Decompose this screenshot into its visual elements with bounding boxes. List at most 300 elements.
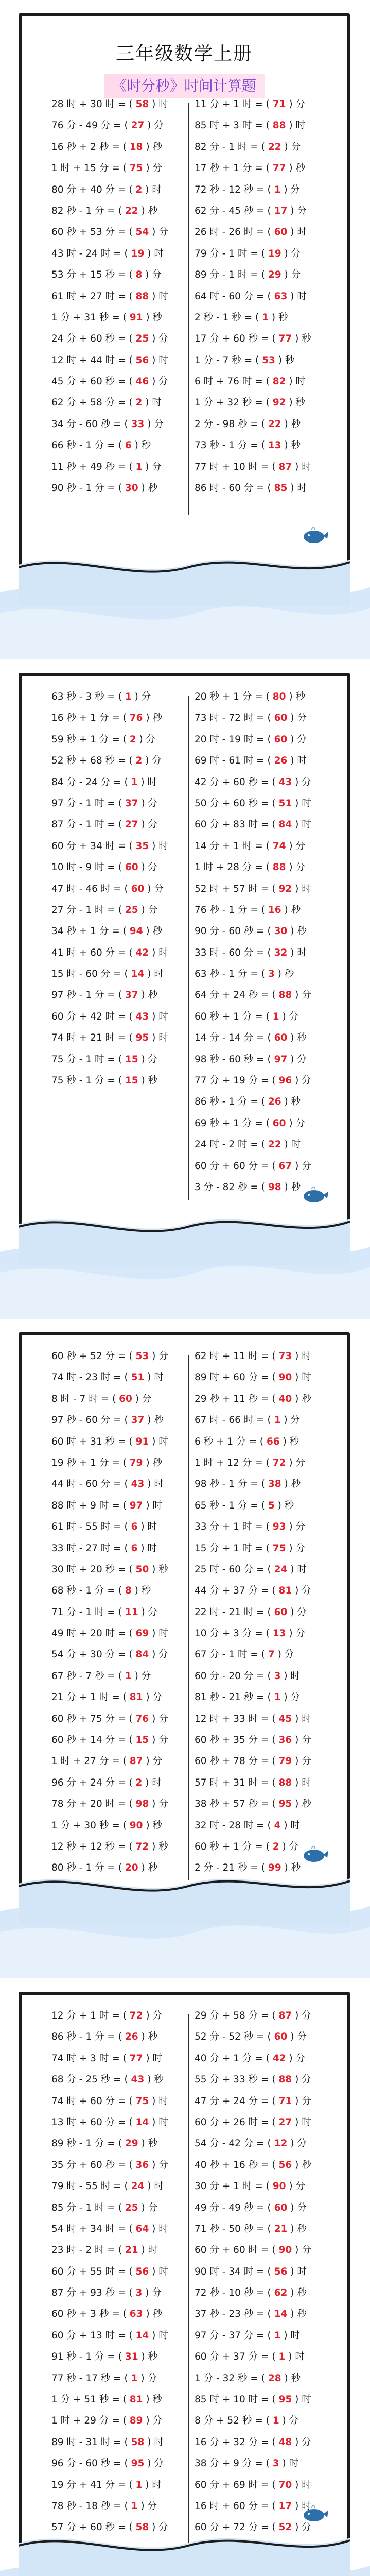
problem-unit: 分	[152, 1756, 162, 1767]
problem-answer: 26	[274, 755, 288, 767]
paren-close: )	[287, 713, 297, 724]
problem-unit: 分	[297, 2138, 307, 2149]
problem-row	[51, 2005, 185, 2026]
problem-row	[195, 2389, 328, 2410]
paren-open: (	[267, 2266, 274, 2277]
paren-close: )	[137, 2372, 148, 2384]
paren-close: )	[287, 734, 297, 745]
problem-unit: 时	[147, 776, 157, 788]
problem-question: 60 秒 + 14 分 =	[51, 1735, 129, 1746]
problem-answer: 30	[125, 483, 138, 494]
paren-open: (	[129, 2223, 136, 2234]
problem-answer: 12	[274, 2138, 288, 2149]
problem-question: 62 分 + 58 分 =	[51, 397, 129, 409]
problem-row	[195, 814, 328, 835]
paren-close: )	[138, 483, 148, 494]
paren-open: (	[118, 819, 125, 831]
problem-column-left	[51, 686, 185, 1091]
paren-close: )	[292, 1351, 302, 1362]
problem-question: 60 分 + 55 时 =	[51, 2266, 129, 2277]
problem-question: 59 秒 + 1 分 =	[51, 734, 123, 745]
paren-close: )	[142, 2287, 152, 2299]
problem-question: 60 分 + 83 时 =	[195, 819, 272, 831]
paren-close: )	[149, 1649, 159, 1660]
problem-question: 69 时 - 61 时 =	[195, 755, 268, 767]
paren-open: (	[118, 2202, 125, 2213]
problem-row	[51, 371, 185, 392]
problem-answer: 13	[268, 440, 281, 451]
problem-row	[51, 2368, 185, 2389]
problem-answer: 4	[274, 1820, 281, 1831]
problem-unit: 秒	[152, 2309, 162, 2320]
paren-close: )	[143, 1756, 153, 1767]
paren-close: )	[292, 2116, 302, 2128]
problem-unit: 秒	[295, 163, 305, 174]
problem-row	[195, 1473, 328, 1495]
paren-open: (	[118, 2351, 125, 2363]
problem-answer: 98	[268, 1181, 281, 1193]
paren-close: )	[143, 2010, 153, 2021]
problem-question: 72 秒 - 12 秒 =	[195, 184, 268, 195]
paren-close: )	[274, 1500, 285, 1511]
paren-open: (	[272, 1372, 279, 1383]
paren-open: (	[118, 205, 125, 216]
problem-answer: 14	[135, 2330, 149, 2341]
problem-column-right	[195, 1346, 328, 1879]
problem-unit: 分	[297, 205, 307, 216]
paren-close: )	[287, 926, 297, 937]
problem-answer: 88	[278, 1777, 292, 1788]
paren-close: )	[149, 333, 159, 345]
problem-unit: 时	[154, 1479, 164, 1490]
problem-question: 80 秒 - 1 分 =	[51, 1862, 118, 1874]
problem-row	[195, 2346, 328, 2367]
paren-close: )	[138, 798, 148, 809]
problem-row	[51, 1516, 185, 1537]
problem-question: 60 秒 + 78 分 =	[195, 1756, 272, 1767]
problem-unit: 秒	[152, 713, 162, 724]
problem-row	[51, 1006, 185, 1027]
problem-question: 60 时 + 31 秒 =	[51, 1436, 129, 1447]
problem-unit: 分	[302, 1160, 311, 1172]
paren-close: )	[287, 755, 297, 767]
problem-question: 10 分 + 3 分 =	[195, 1628, 266, 1639]
worksheet-page-1	[0, 0, 370, 659]
problem-unit: 分	[158, 333, 168, 345]
problem-question: 63 秒 - 3 秒 =	[51, 691, 118, 702]
paren-open: (	[272, 1585, 279, 1597]
problem-question: 44 分 + 37 分 =	[195, 1585, 272, 1597]
problem-row	[195, 1495, 328, 1516]
paren-close: )	[292, 1160, 302, 1172]
problem-unit: 时	[158, 2095, 168, 2107]
problem-unit: 分	[302, 1735, 311, 1746]
paren-close: )	[138, 990, 148, 1001]
problem-answer: 11	[125, 1606, 138, 1618]
paren-close: )	[142, 755, 152, 767]
problem-row	[51, 1559, 185, 1580]
problem-answer: 14	[135, 2116, 149, 2128]
problem-unit: 分	[148, 819, 158, 831]
problem-unit: 时	[302, 461, 311, 472]
paren-close: )	[279, 1011, 289, 1022]
problem-answer: 89	[129, 2415, 143, 2427]
problem-unit: 秒	[302, 333, 311, 345]
problem-unit: 分	[295, 1117, 305, 1129]
problem-question: 25 时 - 60 分 =	[195, 1564, 268, 1575]
paren-close: )	[144, 2074, 154, 2086]
problem-answer: 37	[125, 990, 138, 1001]
problem-question: 19 秒 + 1 分 =	[51, 1457, 123, 1468]
worksheet-page-3	[0, 1319, 370, 1978]
paren-open: (	[122, 163, 130, 174]
paren-open: (	[129, 840, 136, 852]
paren-open: (	[272, 2394, 279, 2405]
problem-answer: 95	[135, 1032, 149, 1044]
problem-question: 90 分 - 60 秒 =	[195, 926, 268, 937]
paren-open: (	[129, 333, 136, 345]
problem-unit: 时	[152, 1500, 162, 1511]
column-divider	[188, 696, 189, 1200]
problem-row	[195, 1602, 328, 1623]
problem-column-right	[195, 94, 328, 499]
paren-close: )	[287, 227, 297, 238]
problem-answer: 75	[129, 163, 143, 174]
paren-open: (	[267, 2330, 274, 2341]
paren-open: (	[124, 776, 131, 788]
paren-open: (	[272, 2436, 279, 2448]
paren-close: )	[149, 1713, 159, 1724]
paren-close: )	[292, 2159, 302, 2171]
paren-open: (	[129, 2116, 136, 2128]
paren-close: )	[285, 2351, 295, 2363]
paren-close: )	[292, 1075, 302, 1087]
problem-question: 21 分 + 1 时 =	[51, 1692, 123, 1703]
problem-answer: 99	[268, 1862, 281, 1874]
paren-close: )	[287, 2138, 297, 2149]
problem-unit: 时	[152, 2479, 162, 2490]
paren-close: )	[143, 312, 153, 323]
paren-close: )	[149, 1436, 159, 1447]
worksheet-page-4	[0, 1978, 370, 2576]
paren-close: )	[142, 1777, 152, 1788]
problem-answer: 24	[131, 2181, 145, 2192]
problem-unit: 分	[148, 2202, 158, 2213]
paren-open: (	[124, 2074, 131, 2086]
problem-answer: 50	[135, 1564, 149, 1575]
problem-unit: 分	[302, 1756, 311, 1767]
problem-question: 19 分 + 41 分 =	[51, 2479, 129, 2490]
problem-row	[195, 179, 328, 200]
problem-question: 54 分 + 30 分 =	[51, 1649, 129, 1660]
problem-question: 47 分 + 24 分 =	[195, 2095, 272, 2107]
paren-open: (	[118, 798, 125, 809]
paren-close: )	[286, 840, 296, 852]
paren-close: )	[280, 2330, 291, 2341]
problem-column-left	[51, 2005, 185, 2538]
paren-open: (	[129, 1713, 136, 1724]
problem-unit: 秒	[152, 926, 162, 937]
paren-open: (	[129, 1436, 136, 1447]
problem-answer: 27	[125, 819, 138, 831]
problem-unit: 分	[295, 99, 305, 110]
problem-row	[195, 857, 328, 878]
problem-answer: 53	[262, 354, 275, 366]
problem-answer: 42	[272, 2053, 286, 2064]
problem-unit: 时	[302, 2479, 311, 2490]
problem-row	[195, 1452, 328, 1473]
problem-row	[195, 1793, 328, 1815]
problem-question: 2 分 - 21 秒 =	[195, 1862, 261, 1874]
problem-question: 78 秒 - 18 秒 =	[51, 2500, 125, 2512]
problem-unit: 时	[295, 2351, 305, 2363]
problem-unit: 分	[141, 1670, 151, 1682]
problem-row	[195, 2218, 328, 2240]
problem-row	[195, 2069, 328, 2090]
problem-unit: 分	[148, 1054, 158, 1065]
paren-open: (	[122, 1500, 130, 1511]
paren-close: )	[281, 269, 291, 281]
paren-open: (	[267, 1564, 274, 1575]
problem-answer: 90	[272, 2181, 286, 2192]
paren-close: )	[149, 1011, 159, 1022]
problem-question: 90 秒 - 1 分 =	[51, 483, 118, 494]
paren-close: )	[149, 2159, 159, 2171]
problem-unit: 分	[148, 1606, 158, 1618]
problem-answer: 88	[135, 291, 149, 302]
problem-unit: 分	[152, 269, 162, 281]
problem-unit: 分	[148, 904, 158, 916]
whale-icon	[301, 1843, 329, 1864]
problem-question: 50 分 + 60 秒 =	[195, 798, 272, 809]
paren-close: )	[292, 883, 302, 894]
problem-unit: 分	[291, 248, 301, 259]
problem-row	[51, 836, 185, 857]
paren-close: )	[286, 691, 296, 702]
paren-close: )	[287, 1032, 297, 1044]
problem-answer: 1	[272, 1011, 279, 1022]
paren-open: (	[129, 397, 136, 409]
problem-unit: 秒	[291, 1096, 301, 1108]
problem-row	[195, 1134, 328, 1155]
problem-unit: 时	[297, 1564, 307, 1575]
problem-question: 61 时 + 27 时 =	[51, 291, 129, 302]
problem-question: 71 分 - 1 时 =	[51, 1606, 118, 1618]
paren-open: (	[129, 1011, 136, 1022]
problem-unit: 时	[302, 1351, 311, 1362]
problem-unit: 时	[152, 2053, 162, 2064]
paren-open: (	[122, 1457, 130, 1468]
problem-row	[51, 392, 185, 413]
problem-row	[195, 414, 328, 435]
problem-question: 76 分 - 49 分 =	[51, 120, 125, 131]
problem-row	[51, 1410, 185, 1431]
problem-unit: 秒	[302, 1799, 311, 1810]
problem-answer: 48	[278, 2436, 292, 2448]
problem-row	[51, 1772, 185, 1793]
paren-open: (	[272, 990, 279, 1001]
problem-question: 65 秒 - 1 分 =	[195, 1500, 261, 1511]
problem-unit: 分	[158, 1713, 168, 1724]
problem-answer: 60	[125, 862, 138, 873]
paren-close: )	[281, 1096, 291, 1108]
problem-answer: 79	[129, 1457, 143, 1468]
paren-close: )	[149, 291, 159, 302]
problem-answer: 25	[125, 904, 138, 916]
problem-answer: 90	[278, 1372, 292, 1383]
problem-answer: 8	[125, 1585, 132, 1597]
problem-unit: 时	[158, 2116, 168, 2128]
problem-row	[195, 1516, 328, 1537]
problem-answer: 56	[135, 2266, 149, 2277]
paren-close: )	[138, 205, 148, 216]
problem-row	[51, 1452, 185, 1473]
problem-question: 96 分 + 24 分 =	[51, 1777, 129, 1788]
paren-close: )	[149, 227, 159, 238]
problem-row	[51, 222, 185, 243]
paren-open: (	[118, 990, 125, 1001]
problem-unit: 秒	[302, 2159, 311, 2171]
problem-question: 15 分 + 1 时 =	[195, 1543, 266, 1554]
problem-answer: 81	[278, 1585, 292, 1597]
problem-answer: 21	[274, 2223, 288, 2234]
problem-answer: 51	[131, 1372, 145, 1383]
problem-question: 63 秒 - 1 分 =	[195, 969, 261, 980]
problem-answer: 19	[268, 248, 281, 259]
paren-open: (	[261, 248, 268, 259]
paren-close: )	[138, 2202, 148, 2213]
paren-close: )	[286, 163, 296, 174]
problem-unit: 时	[290, 2330, 301, 2341]
problem-unit: 秒	[148, 205, 158, 216]
problem-row	[51, 1049, 185, 1070]
paren-open: (	[267, 2202, 274, 2213]
paren-close: )	[287, 2309, 297, 2320]
paren-open: (	[267, 1670, 274, 1682]
paren-open: (	[118, 1075, 125, 1087]
problem-unit: 秒	[297, 1032, 307, 1044]
problem-answer: 24	[274, 1564, 288, 1575]
problem-answer: 1	[272, 2415, 279, 2427]
problem-unit: 秒	[152, 1820, 162, 1831]
problem-unit: 分	[297, 734, 307, 745]
whale-icon	[301, 2500, 329, 2523]
problem-question: 62 分 - 45 秒 =	[195, 205, 268, 216]
problem-question: 15 时 - 60 分 =	[51, 969, 125, 980]
problem-unit: 时	[297, 483, 307, 494]
problem-row	[195, 1006, 328, 1027]
problem-unit: 分	[297, 2031, 307, 2043]
paren-close: )	[144, 2436, 154, 2448]
paren-open: (	[122, 312, 130, 323]
problem-question: 89 时 - 31 时 =	[51, 2436, 125, 2448]
problem-row	[51, 857, 185, 878]
problem-answer: 60	[274, 734, 288, 745]
problem-unit: 时	[158, 1436, 168, 1447]
problem-answer: 20	[125, 1862, 138, 1874]
problem-unit: 秒	[148, 483, 158, 494]
paren-open: (	[267, 2287, 274, 2299]
problem-answer: 81	[129, 2394, 143, 2405]
problem-unit: 分	[302, 2095, 311, 2107]
paren-close: )	[281, 2372, 291, 2384]
paren-close: )	[287, 2266, 297, 2277]
paren-open: (	[124, 248, 131, 259]
paren-close: )	[149, 376, 159, 387]
problem-question: 74 时 + 60 分 =	[51, 2095, 129, 2107]
problem-row	[51, 1751, 185, 1772]
paren-open: (	[272, 1713, 279, 1724]
problem-question: 55 分 + 33 秒 =	[195, 2074, 272, 2086]
paren-close: )	[292, 2245, 302, 2256]
worksheet-card	[19, 1332, 350, 1925]
problem-row	[51, 707, 185, 728]
paren-open: (	[129, 755, 136, 767]
problem-answer: 1	[274, 1415, 281, 1426]
paren-close: )	[149, 354, 159, 366]
problem-row	[51, 2048, 185, 2069]
problem-question: 77 秒 - 17 秒 =	[51, 2372, 125, 2384]
problem-row	[195, 750, 328, 771]
problem-row	[195, 2026, 328, 2047]
paren-close: )	[144, 418, 154, 430]
problem-row	[51, 942, 185, 963]
problem-row	[195, 2048, 328, 2069]
problem-unit: 秒	[291, 1181, 301, 1193]
paren-close: )	[292, 2010, 302, 2021]
paren-close: )	[280, 184, 291, 195]
paren-open: (	[261, 269, 268, 281]
paren-close: )	[292, 2436, 302, 2448]
problem-answer: 95	[131, 2458, 145, 2469]
problem-question: 30 分 + 1 时 =	[195, 2181, 266, 2192]
problem-row	[51, 1431, 185, 1452]
problem-unit: 分	[158, 1649, 168, 1660]
problem-row	[51, 686, 185, 707]
paren-open: (	[272, 798, 279, 809]
problem-question: 37 秒 - 23 秒 =	[195, 2309, 268, 2320]
problem-question: 85 时 + 3 时 =	[195, 120, 266, 131]
paren-open: (	[267, 755, 274, 767]
paren-open: (	[267, 1692, 274, 1703]
problem-question: 29 分 + 58 分 =	[195, 2010, 272, 2021]
paren-close: )	[131, 691, 142, 702]
paren-close: )	[149, 2116, 159, 2128]
paren-open: (	[266, 691, 273, 702]
problem-row	[195, 985, 328, 1006]
problem-unit: 分	[154, 120, 164, 131]
paren-open: (	[124, 1479, 131, 1490]
problem-unit: 分	[154, 2458, 164, 2469]
paren-close: )	[149, 2095, 159, 2107]
paren-open: (	[129, 99, 136, 110]
paren-open: (	[267, 2309, 274, 2320]
problem-question: 1 分 + 30 秒 =	[51, 1820, 123, 1831]
paren-close: )	[143, 2053, 153, 2064]
problem-question: 52 分 - 52 秒 =	[195, 2031, 268, 2043]
problem-question: 52 秒 + 68 秒 =	[51, 755, 129, 767]
problem-question: 78 分 + 20 时 =	[51, 1799, 129, 1810]
paren-open: (	[129, 2266, 136, 2277]
paren-close: )	[138, 819, 148, 831]
problem-question: 71 秒 - 50 秒 =	[195, 2223, 268, 2234]
paren-close: )	[138, 1862, 148, 1874]
paren-close: )	[292, 990, 302, 1001]
problem-row	[195, 1730, 328, 1751]
problem-question: 68 秒 - 1 分 =	[51, 1585, 118, 1597]
paren-open: (	[129, 947, 136, 958]
problem-question: 87 分 - 1 时 =	[51, 819, 118, 831]
